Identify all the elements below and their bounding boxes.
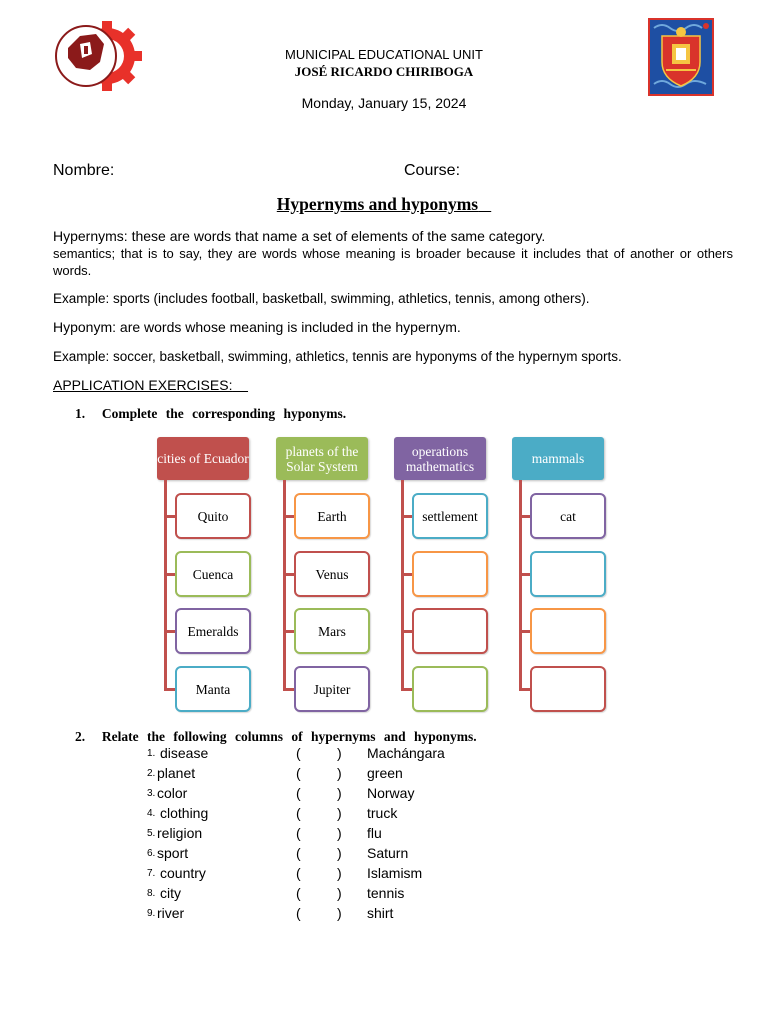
- relate-row-number: 7.: [147, 868, 156, 879]
- relate-row: [0, 805, 768, 825]
- diagram-item: Quito: [175, 493, 251, 539]
- relate-hyponym: Norway: [367, 785, 415, 801]
- relate-hypernym: river: [157, 905, 185, 921]
- relate-hyponym: tennis: [367, 885, 405, 901]
- relate-hypernym: disease: [160, 745, 209, 761]
- hyponym-definition: Hyponym: are words whose meaning is included in the hypernym.: [53, 319, 461, 335]
- answer-blank-open[interactable]: (: [296, 805, 301, 821]
- answer-blank-close: ): [337, 845, 342, 861]
- diagram-item: Mars: [294, 608, 370, 654]
- relate-hypernym: color: [157, 785, 188, 801]
- diagram-item: Jupiter: [294, 666, 370, 712]
- date: Monday, January 15, 2024: [301, 95, 467, 111]
- diagram-header-3: operations mathematics: [394, 437, 486, 480]
- diagram-item: Earth: [294, 493, 370, 539]
- answer-blank-open[interactable]: (: [296, 825, 301, 841]
- relate-row-number: 3.: [147, 788, 156, 799]
- hypernyms-definition: Hypernyms: these are words that name a set of elements of the same category.: [53, 228, 546, 244]
- relate-hyponym: green: [367, 765, 403, 781]
- relate-hypernym: planet: [157, 765, 196, 781]
- diagram-item: Manta: [175, 666, 251, 712]
- answer-blank-open[interactable]: (: [296, 785, 301, 801]
- answer-blank-open[interactable]: (: [296, 745, 301, 761]
- relate-hypernym: city: [160, 885, 181, 901]
- answer-blank-close: ): [337, 905, 342, 921]
- exercise2-heading: 2. Relate the following columns of hypernyms and hyponyms.: [75, 729, 477, 744]
- unit-name-line2: JOSÉ RICARDO CHIRIBOGA: [294, 64, 474, 79]
- relate-row: [0, 785, 768, 805]
- exercise1-heading: 1. Complete the corresponding hyponyms.: [75, 406, 347, 421]
- relate-row: [0, 745, 768, 765]
- relate-row-number: 9.: [147, 908, 156, 919]
- relate-row-number: 6.: [147, 848, 156, 859]
- relate-hyponym: truck: [367, 805, 398, 821]
- diagram-header-4: mammals: [512, 437, 604, 480]
- relate-hyponym: Islamism: [367, 865, 423, 881]
- relate-hypernym: country: [160, 865, 206, 881]
- answer-blank-close: ): [337, 745, 342, 761]
- relate-row: [0, 885, 768, 905]
- relate-hyponym: Machángara: [367, 745, 445, 761]
- example-sports: Example: sports (includes football, basketball, swimming, athletics, tennis, among others).: [53, 291, 590, 306]
- diagram-item: cat: [530, 493, 606, 539]
- relate-row-number: 8.: [147, 888, 156, 899]
- relate-hypernym: sport: [157, 845, 189, 861]
- course-label: Course:: [404, 162, 461, 179]
- answer-blank-open[interactable]: (: [296, 885, 301, 901]
- diagram-header-1: cities of Ecuador: [157, 437, 249, 480]
- unit-name-line1: MUNICIPAL EDUCATIONAL UNIT: [285, 47, 483, 62]
- relate-row-number: 5.: [147, 828, 156, 839]
- answer-blank-open[interactable]: (: [296, 905, 301, 921]
- relate-row: [0, 825, 768, 845]
- relate-row-number: 2.: [147, 768, 156, 779]
- relate-hypernym: religion: [157, 825, 203, 841]
- relate-row: [0, 905, 768, 925]
- answer-blank-open[interactable]: (: [296, 765, 301, 781]
- answer-blank-close: ): [337, 865, 342, 881]
- relate-row: [0, 845, 768, 865]
- answer-blank-close: ): [337, 765, 342, 781]
- relate-row: [0, 865, 768, 885]
- diagram-item: settlement: [412, 493, 488, 539]
- diagram-item: Emeralds: [175, 608, 251, 654]
- answer-blank-close: ): [337, 785, 342, 801]
- diagram-header-2: planets of the Solar System: [276, 437, 368, 480]
- exercises-heading: APPLICATION EXERCISES:: [53, 377, 233, 393]
- relate-row: [0, 765, 768, 785]
- diagram-item: Venus: [294, 551, 370, 597]
- relate-hyponym: flu: [367, 825, 382, 841]
- answer-blank-close: ): [337, 805, 342, 821]
- relate-hyponym: Saturn: [367, 845, 409, 861]
- relate-row-number: 1.: [147, 748, 156, 759]
- name-label: Nombre:: [53, 162, 115, 179]
- relate-hyponym: shirt: [367, 905, 394, 921]
- diagram-item: Cuenca: [175, 551, 251, 597]
- page-title: Hypernyms and hyponyms: [276, 194, 479, 214]
- answer-blank-close: ): [337, 825, 342, 841]
- example-hyponyms: Example: soccer, basketball, swimming, athletics, tennis are hyponyms of the hypernym sports.: [53, 349, 622, 364]
- answer-blank-open[interactable]: (: [296, 845, 301, 861]
- hypernyms-definition-cont: semantics; that is to say, they are words whose meaning is broader because it includes that of another or others words.: [53, 246, 733, 278]
- answer-blank-open[interactable]: (: [296, 865, 301, 881]
- answer-blank-close: ): [337, 885, 342, 901]
- relate-row-number: 4.: [147, 808, 156, 819]
- relate-hypernym: clothing: [160, 805, 209, 821]
